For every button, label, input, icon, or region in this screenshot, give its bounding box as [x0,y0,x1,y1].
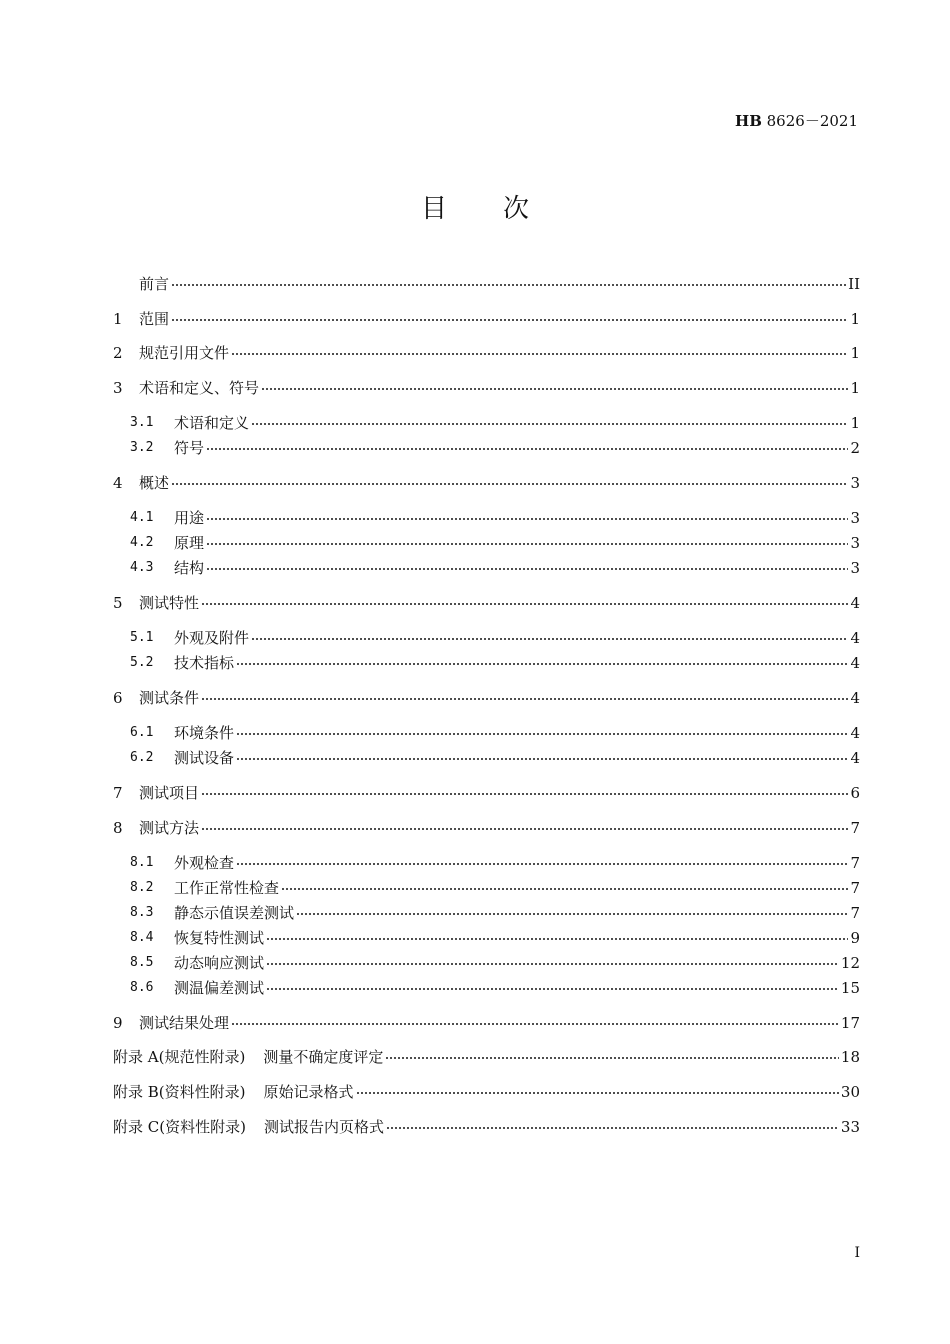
toc-entry-page: 3 [850,474,860,492]
toc-entry-label: 概述 [139,474,170,492]
toc-entry-page: 3 [850,534,860,552]
dot-leader [206,543,848,545]
dot-leader [206,518,848,520]
toc-entry[interactable] [113,376,860,400]
toc-entry-label: 测试特性 [139,594,200,612]
dot-leader [266,963,839,965]
toc-entry[interactable] [113,1011,860,1035]
toc-entry-page: 17 [840,1014,860,1032]
toc-entry-label: 环境条件 [174,724,235,742]
dot-leader [386,1127,839,1129]
toc-entry-page: 4 [850,724,860,742]
toc-entry-number: 8.4 [130,930,154,945]
toc-subentry[interactable] [130,851,860,875]
toc-subentry[interactable] [130,876,860,900]
dot-leader [171,483,848,485]
toc-entry-page: 2 [850,439,860,457]
dot-leader [231,353,848,355]
toc-entry-label: 外观检查 [174,854,235,872]
dot-leader [206,568,848,570]
dot-leader [171,284,846,286]
toc-entry-page: 6 [850,784,860,802]
toc-entry-page: 4 [850,629,860,647]
toc-entry-label: 技术指标 [174,654,235,672]
toc-entry-label: 测量不确定度评定 [263,1048,384,1066]
toc-entry-page: 33 [840,1118,860,1136]
page-number: I [854,1245,860,1261]
toc-entry-number: 6.1 [130,725,154,740]
dot-leader [251,423,848,425]
toc-entry-label: 测试项目 [139,784,200,802]
toc-entry-label: 工作正常性检查 [174,879,280,897]
dot-leader [296,913,848,915]
toc-entry[interactable] [113,781,860,805]
toc-entry[interactable] [113,816,860,840]
toc-entry-label: 静态示值误差测试 [174,904,295,922]
dot-leader [266,938,848,940]
dot-leader [201,603,848,605]
toc-entry-number: 8.2 [130,880,154,895]
toc-entry-number: 9 [113,1014,123,1032]
toc-entry-number: 3.2 [130,440,154,455]
toc-subentry[interactable] [130,411,860,435]
dot-leader [236,733,848,735]
toc-appendix-entry[interactable] [113,1115,860,1139]
toc-subentry[interactable] [130,651,860,675]
toc-entry-number: 8.1 [130,855,154,870]
toc-entry-label: 测试设备 [174,749,235,767]
toc-entry-number: 3.1 [130,415,154,430]
toc-subentry[interactable] [130,976,860,1000]
toc-entry-number: 8.6 [130,980,154,995]
toc-entry[interactable] [113,471,860,495]
dot-leader [356,1092,839,1094]
dot-leader [236,663,848,665]
toc-subentry[interactable] [130,951,860,975]
toc-appendix-entry[interactable] [113,1045,860,1069]
toc-entry-page: 7 [850,854,860,872]
toc-subentry[interactable] [130,901,860,925]
toc-entry-page: 9 [850,929,860,947]
toc-entry-page: 7 [850,819,860,837]
toc-entry-page: II [848,275,860,293]
toc-entry-label: 动态响应测试 [174,954,265,972]
dot-leader [251,638,848,640]
toc-entry-page: 1 [850,344,860,362]
toc-entry-page: 1 [850,379,860,397]
toc-entry-number: 3 [113,379,123,397]
dot-leader [201,793,848,795]
standard-prefix: HB [735,112,762,130]
toc-entry-label: 外观及附件 [174,629,250,647]
toc-entry-number: 5.2 [130,655,154,670]
standard-number: 8626－2021 [761,112,858,130]
toc-entry-page: 4 [850,749,860,767]
toc-entry-number: 1 [113,310,123,328]
toc-entry-number: 5 [113,594,123,612]
toc-entry-number: 4 [113,474,123,492]
toc-title: 目次 [420,194,585,224]
dot-leader [201,698,848,700]
dot-leader [201,828,848,830]
toc-subentry[interactable] [130,531,860,555]
toc-entry-label: 规范引用文件 [139,344,230,362]
toc-appendix-number: 附录 C(资料性附录) [113,1118,246,1136]
toc-entry-number: 6 [113,689,123,707]
toc-subentry[interactable] [130,436,860,460]
toc-entry-number: 7 [113,784,123,802]
toc-entry-number: 8.5 [130,955,154,970]
toc-appendix-number: 附录 B(资料性附录) [113,1083,246,1101]
dot-leader [206,448,848,450]
dot-leader [236,758,848,760]
toc-subentry[interactable] [130,926,860,950]
dot-leader [236,863,848,865]
toc-entry-page: 4 [850,654,860,672]
toc-entry-label: 范围 [139,310,170,328]
toc-appendix-entry[interactable] [113,1080,860,1104]
toc-subentry[interactable] [130,721,860,745]
toc-entry-number: 2 [113,344,123,362]
toc-entry-page: 7 [850,879,860,897]
toc-entry-label: 术语和定义、符号 [139,379,260,397]
toc-entry-label: 测试结果处理 [139,1014,230,1032]
dot-leader [281,888,848,890]
toc-entry-number: 5.1 [130,630,154,645]
toc-entry-label: 测温偏差测试 [174,979,265,997]
toc-entry-number: 4.2 [130,535,154,550]
toc-entry-number: 6.2 [130,750,154,765]
standard-code [735,110,858,131]
toc-entry-label: 原始记录格式 [263,1083,354,1101]
toc-entry-number: 8.3 [130,905,154,920]
toc-entry-page: 7 [850,904,860,922]
toc-entry[interactable] [113,591,860,615]
toc-entry-number: 8 [113,819,123,837]
dot-leader [266,988,839,990]
toc-entry-page: 15 [840,979,860,997]
dot-leader [385,1057,839,1059]
toc-entry-page: 4 [850,689,860,707]
toc-entry-page: 12 [840,954,860,972]
toc-entry-number: 4.1 [130,510,154,525]
toc-entry-label: 测试条件 [139,689,200,707]
dot-leader [171,319,848,321]
toc-appendix-number: 附录 A(规范性附录) [113,1048,246,1066]
toc-subentry[interactable] [130,506,860,530]
toc-entry-page: 1 [850,310,860,328]
toc-entry-label: 符号 [174,439,205,457]
toc-entry-label: 原理 [174,534,205,552]
dot-leader [231,1023,839,1025]
toc-subentry[interactable] [130,556,860,580]
toc-subentry[interactable] [130,626,860,650]
toc-entry[interactable] [113,272,860,296]
dot-leader [261,388,848,390]
toc-entry-page: 18 [840,1048,860,1066]
toc-entry-page: 4 [850,594,860,612]
toc-entry-label: 结构 [174,559,205,577]
toc-subentry[interactable] [130,746,860,770]
toc-entry-page: 3 [850,509,860,527]
toc-entry-number: 4.3 [130,560,154,575]
toc-entry[interactable] [113,341,860,365]
toc-entry[interactable] [113,686,860,710]
toc-entry-page: 1 [850,414,860,432]
toc-entry-label: 测试方法 [139,819,200,837]
toc-entry-label: 测试报告内页格式 [263,1118,384,1136]
toc-entry-label: 恢复特性测试 [174,929,265,947]
toc-entry-label: 前言 [139,275,170,293]
toc-entry-label: 术语和定义 [174,414,250,432]
toc-entry-page: 3 [850,559,860,577]
toc-entry-page: 30 [840,1083,860,1101]
toc-entry[interactable] [113,307,860,331]
toc-entry-label: 用途 [174,509,205,527]
